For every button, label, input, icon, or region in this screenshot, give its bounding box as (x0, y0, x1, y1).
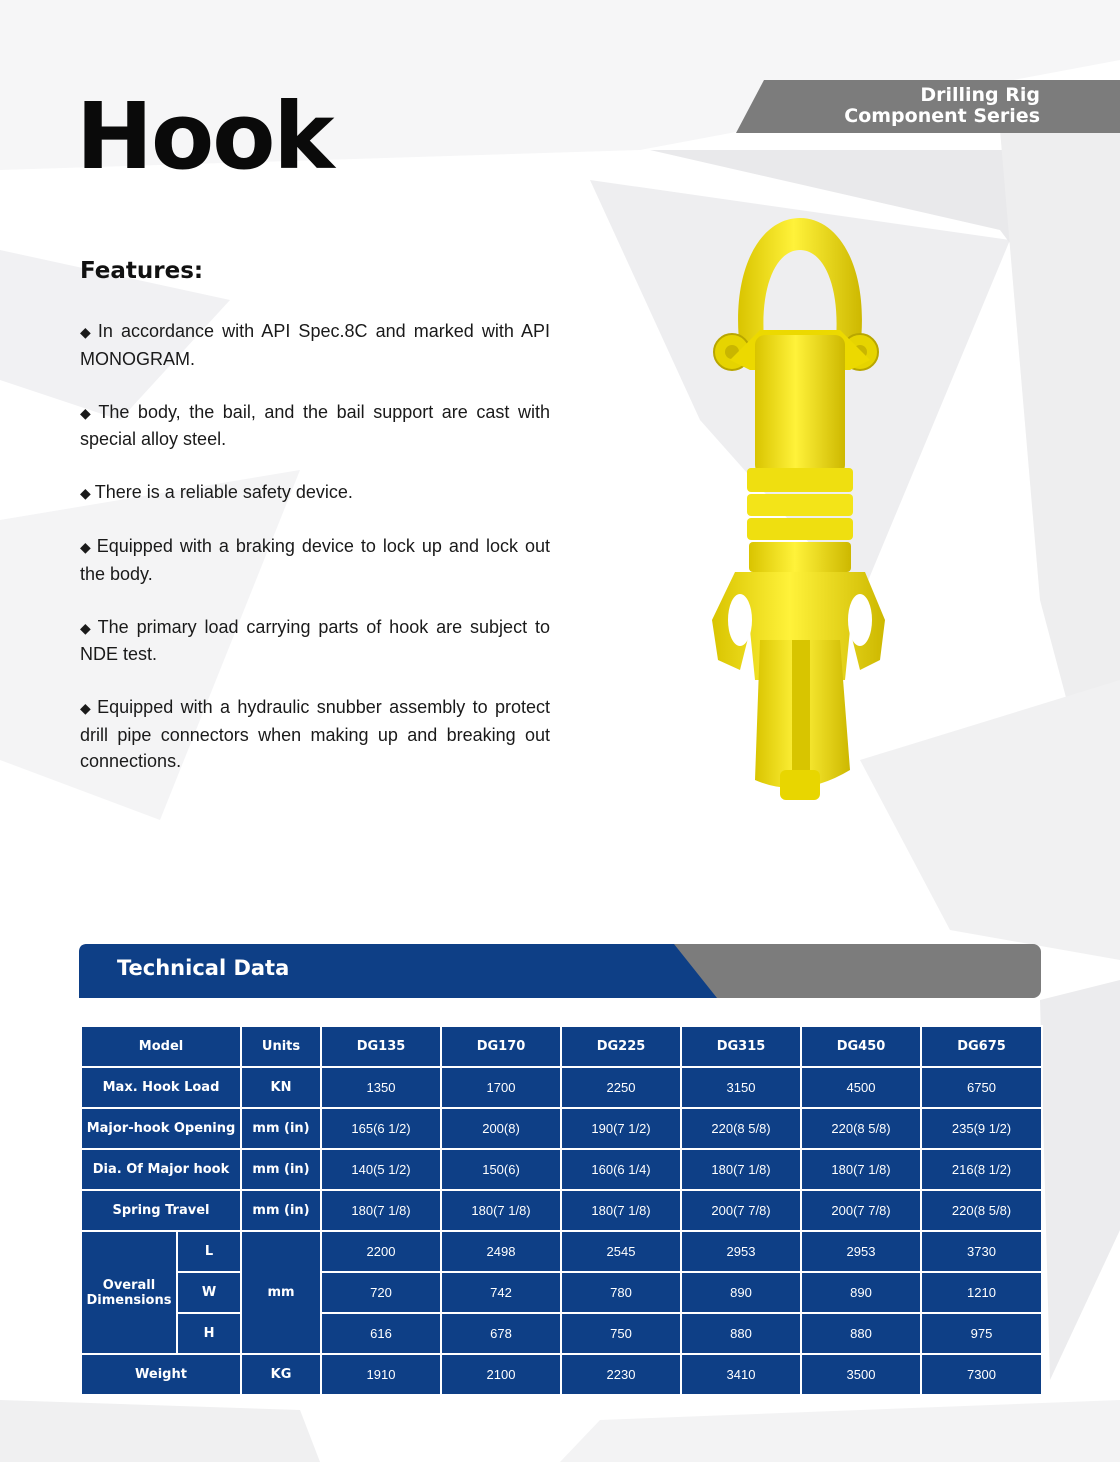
table-cell: 3500 (801, 1354, 921, 1395)
hook-product-image (700, 210, 900, 810)
header-model-cell: DG225 (561, 1026, 681, 1067)
series-line-1: Drilling Rig (920, 84, 1040, 106)
table-row (81, 1272, 1042, 1313)
diamond-bullet-icon: ◆ (80, 619, 94, 636)
table-cell: 220(8 5/8) (681, 1108, 801, 1149)
table-cell: 3410 (681, 1354, 801, 1395)
table-cell: 190(7 1/2) (561, 1108, 681, 1149)
table-cell: 6750 (921, 1067, 1042, 1108)
row-label: Dia. Of Major hook (81, 1149, 241, 1190)
row-unit: KG (241, 1354, 321, 1395)
table-cell: 216(8 1/2) (921, 1149, 1042, 1190)
table-cell: 235(9 1/2) (921, 1108, 1042, 1149)
table-cell: 1910 (321, 1354, 441, 1395)
header-units: Units (241, 1026, 321, 1067)
features-list (80, 318, 550, 801)
row-label: Spring Travel (81, 1190, 241, 1231)
table-cell: 975 (921, 1313, 1042, 1354)
table-row (81, 1231, 1042, 1272)
table-cell: 2230 (561, 1354, 681, 1395)
table-cell: 742 (441, 1272, 561, 1313)
diamond-bullet-icon: ◆ (80, 700, 94, 716)
table-cell: 678 (441, 1313, 561, 1354)
table-cell: 2100 (441, 1354, 561, 1395)
table-cell: 2200 (321, 1231, 441, 1272)
table-cell: 1700 (441, 1067, 561, 1108)
row-label: Major-hook Opening (81, 1108, 241, 1149)
table-cell: 140(5 1/2) (321, 1149, 441, 1190)
header-model: Model (81, 1026, 241, 1067)
table-cell: 2498 (441, 1231, 561, 1272)
series-line-2: Component Series (844, 105, 1040, 127)
row-unit: mm (in) (241, 1108, 321, 1149)
technical-data-table (80, 1025, 1043, 1396)
dim-label: H (177, 1313, 241, 1354)
overall-unit: mm (241, 1231, 321, 1354)
table-cell: 160(6 1/4) (561, 1149, 681, 1190)
table-cell: 220(8 5/8) (921, 1190, 1042, 1231)
table-cell: 890 (681, 1272, 801, 1313)
table-cell: 180(7 1/8) (321, 1190, 441, 1231)
table-cell: 165(6 1/2) (321, 1108, 441, 1149)
feature-item: ◆ In accordance with API Spec.8C and marked with API MONOGRAM. (80, 321, 550, 369)
table-cell: 180(7 1/8) (441, 1190, 561, 1231)
diamond-bullet-icon: ◆ (80, 324, 94, 340)
row-unit: KN (241, 1067, 321, 1108)
series-label (844, 85, 1040, 127)
table-row (81, 1313, 1042, 1354)
table-cell: 180(7 1/8) (681, 1149, 801, 1190)
table-cell: 1210 (921, 1272, 1042, 1313)
table-cell: 2953 (681, 1231, 801, 1272)
table-cell: 2545 (561, 1231, 681, 1272)
feature-item: ◆ There is a reliable safety device. (80, 482, 353, 502)
table-cell: 720 (321, 1272, 441, 1313)
table-cell: 616 (321, 1313, 441, 1354)
row-label: Max. Hook Load (81, 1067, 241, 1108)
dim-label: L (177, 1231, 241, 1272)
diamond-bullet-icon: ◆ (80, 539, 93, 555)
dim-label: W (177, 1272, 241, 1313)
table-cell: 3150 (681, 1067, 801, 1108)
table-row (81, 1067, 1042, 1108)
table-cell: 890 (801, 1272, 921, 1313)
table-cell: 880 (801, 1313, 921, 1354)
table-cell: 2250 (561, 1067, 681, 1108)
features-heading: Features: (80, 258, 204, 284)
header-model-cell: DG675 (921, 1026, 1042, 1067)
table-cell: 1350 (321, 1067, 441, 1108)
diamond-bullet-icon: ◆ (80, 404, 95, 421)
feature-item: ◆ The body, the bail, and the bail support are cast with special alloy steel. (80, 401, 550, 449)
feature-item: ◆ Equipped with a hydraulic snubber assembly to protect drill pipe connectors when making up and breaking out connections. (80, 697, 550, 771)
table-cell: 180(7 1/8) (561, 1190, 681, 1231)
table-cell: 4500 (801, 1067, 921, 1108)
table-cell: 880 (681, 1313, 801, 1354)
table-cell: 3730 (921, 1231, 1042, 1272)
table-row (81, 1354, 1042, 1395)
table-cell: 780 (561, 1272, 681, 1313)
row-label: Weight (81, 1354, 241, 1395)
header-model-cell: DG450 (801, 1026, 921, 1067)
row-unit: mm (in) (241, 1149, 321, 1190)
technical-data-title: Technical Data (117, 956, 290, 980)
row-unit: mm (in) (241, 1190, 321, 1231)
table-cell: 750 (561, 1313, 681, 1354)
page-title: Hook (76, 83, 333, 190)
feature-item: ◆ The primary load carrying parts of hook are subject to NDE test. (80, 616, 550, 664)
table-row (81, 1190, 1042, 1231)
table-cell: 220(8 5/8) (801, 1108, 921, 1149)
table-header-row (81, 1026, 1042, 1067)
table-cell: 200(7 7/8) (681, 1190, 801, 1231)
header-model-cell: DG170 (441, 1026, 561, 1067)
table-cell: 180(7 1/8) (801, 1149, 921, 1190)
table-cell: 150(6) (441, 1149, 561, 1190)
table-row (81, 1108, 1042, 1149)
header-model-cell: DG315 (681, 1026, 801, 1067)
table-row (81, 1149, 1042, 1190)
header-model-cell: DG135 (321, 1026, 441, 1067)
overall-dimensions-label: Overall Dimensions (81, 1231, 177, 1354)
diamond-bullet-icon: ◆ (80, 485, 91, 501)
table-cell: 2953 (801, 1231, 921, 1272)
table-cell: 200(7 7/8) (801, 1190, 921, 1231)
table-cell: 7300 (921, 1354, 1042, 1395)
table-cell: 200(8) (441, 1108, 561, 1149)
feature-item: ◆ Equipped with a braking device to lock up and lock out the body. (80, 536, 550, 584)
